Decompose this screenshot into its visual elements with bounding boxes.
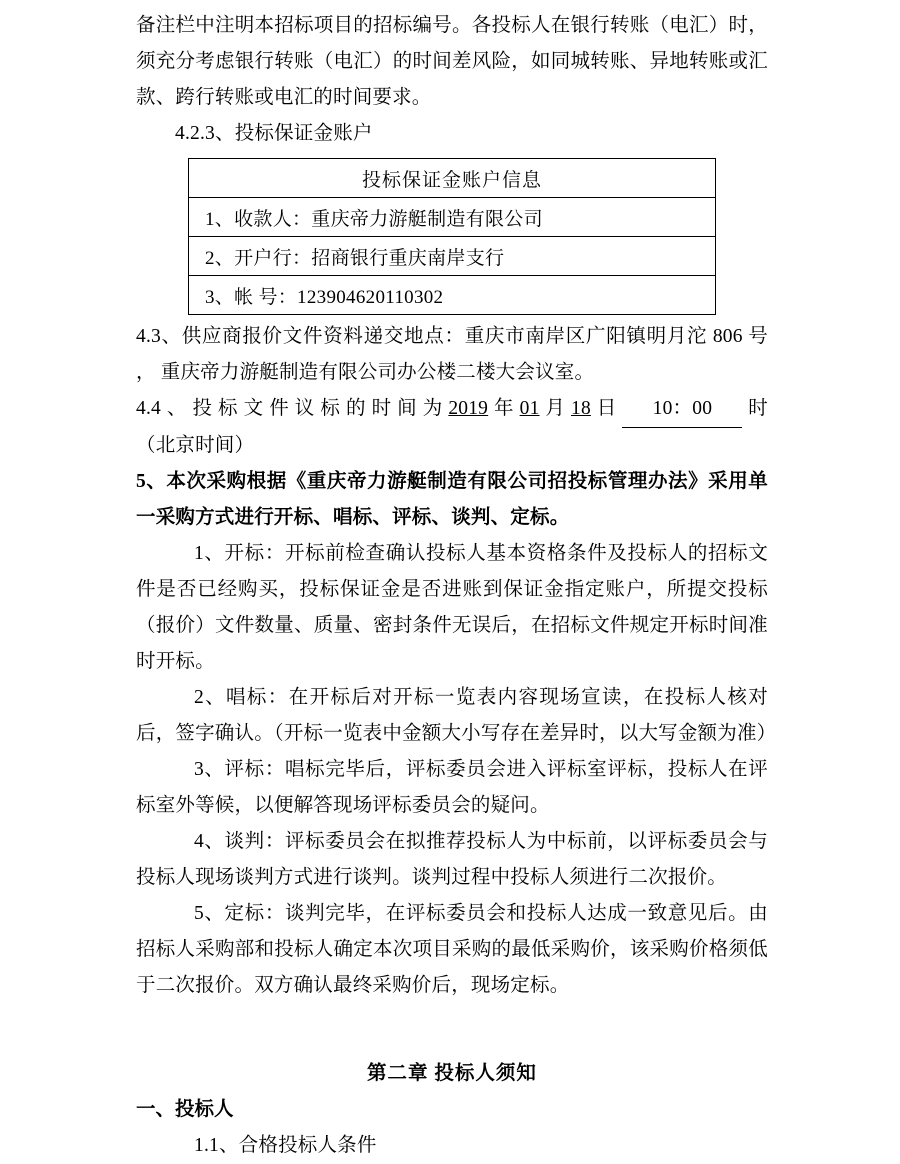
deposit-account-number-row: 3、帐 号：123904620110302	[189, 276, 716, 315]
table-row	[189, 198, 716, 237]
table-row-title	[189, 159, 716, 198]
paragraph-4-2-3	[136, 116, 768, 152]
paragraph-5-1: 1、开标：开标前检查确认投标人基本资格条件及投标人的招标文件是否已经购买，投标保证金是否进账到保证金指定账户，所提交投标（报价）文件数量、质量、密封条件无误后，在招标文件规定开标时间准时开标。	[136, 543, 768, 672]
table-row	[189, 237, 716, 276]
bid-year-value: 2019	[448, 398, 489, 419]
clause-number-4-4: 4.4、	[136, 398, 193, 419]
paragraph-5-4: 4、谈判：评标委员会在拟推荐投标人为中标前，以评标委员会与投标人现场谈判方式进行谈判。谈判过程中投标人须进行二次报价。	[136, 831, 768, 888]
table-row	[189, 276, 716, 315]
bid-time-unit: 时	[742, 398, 768, 419]
deposit-table-title: 投标保证金账户信息	[189, 159, 716, 198]
deposit-account-table	[188, 158, 716, 315]
section-heading-bidder: 一、投标人	[136, 1099, 234, 1120]
paragraph-5-2: 2、唱标：在开标后对开标一览表内容现场宣读，在投标人核对后，签字确认。（开标一览表中金额大小写存在差异时，以大写金额为准）	[136, 687, 777, 744]
paragraph-5: 5、本次采购根据《重庆帝力游艇制造有限公司招投标管理办法》采用单一采购方式进行开标、唱标、评标、谈判、定标。	[136, 471, 768, 528]
paragraph-intro: 备注栏中注明本招标项目的招标编号。各投标人在银行转账（电汇）时，须充分考虑银行转账（电汇）的时间差风险，如同城转账、异地转账或汇款、跨行转账或电汇的时间要求。	[136, 15, 768, 108]
clause-number-4-3: 4.3、	[136, 326, 182, 347]
bid-day-unit: 日	[590, 398, 623, 419]
clause-text-4-3: 供应商报价文件资料递交地点：重庆市南岸区广阳镇明月沱 806 号 ， 重庆帝力游艇制造有限公司办公楼二楼大会议室。	[136, 326, 768, 383]
bid-month-unit: 月	[539, 398, 572, 419]
clause-text-4-2-3: 投标保证金账户	[234, 123, 373, 144]
bid-time-value: 10：00	[622, 391, 742, 428]
clause-text-4-4-prefix: 投标文件议标的时间为	[192, 398, 449, 419]
deposit-bank-row: 2、开户行：招商银行重庆南岸支行	[189, 237, 716, 276]
paragraph-1-1: 1.1、合格投标人条件	[194, 1135, 377, 1156]
paragraph-4-4	[136, 391, 768, 464]
bid-year-unit: 年	[488, 398, 520, 419]
bid-day-value: 18	[571, 398, 591, 419]
bid-month-value: 01	[519, 398, 540, 419]
bid-time-suffix: （北京时间）	[136, 435, 255, 456]
clause-number-4-2-3: 4.2.3、	[175, 123, 235, 144]
spacer	[136, 1004, 768, 1056]
paragraph-5-5: 5、定标：谈判完毕，在评标委员会和投标人达成一致意见后。由招标人采购部和投标人确定本次项目采购的最低采购价，该采购价格须低于二次报价。双方确认最终采购价后，现场定标。	[136, 903, 768, 996]
paragraph-4-3	[136, 319, 768, 391]
deposit-payee-row: 1、收款人：重庆帝力游艇制造有限公司	[189, 198, 716, 237]
chapter-two-title: 第二章 投标人须知	[367, 1063, 537, 1084]
paragraph-5-3: 3、评标：唱标完毕后，评标委员会进入评标室评标，投标人在评标室外等候，以便解答现场评标委员会的疑问。	[136, 759, 768, 816]
